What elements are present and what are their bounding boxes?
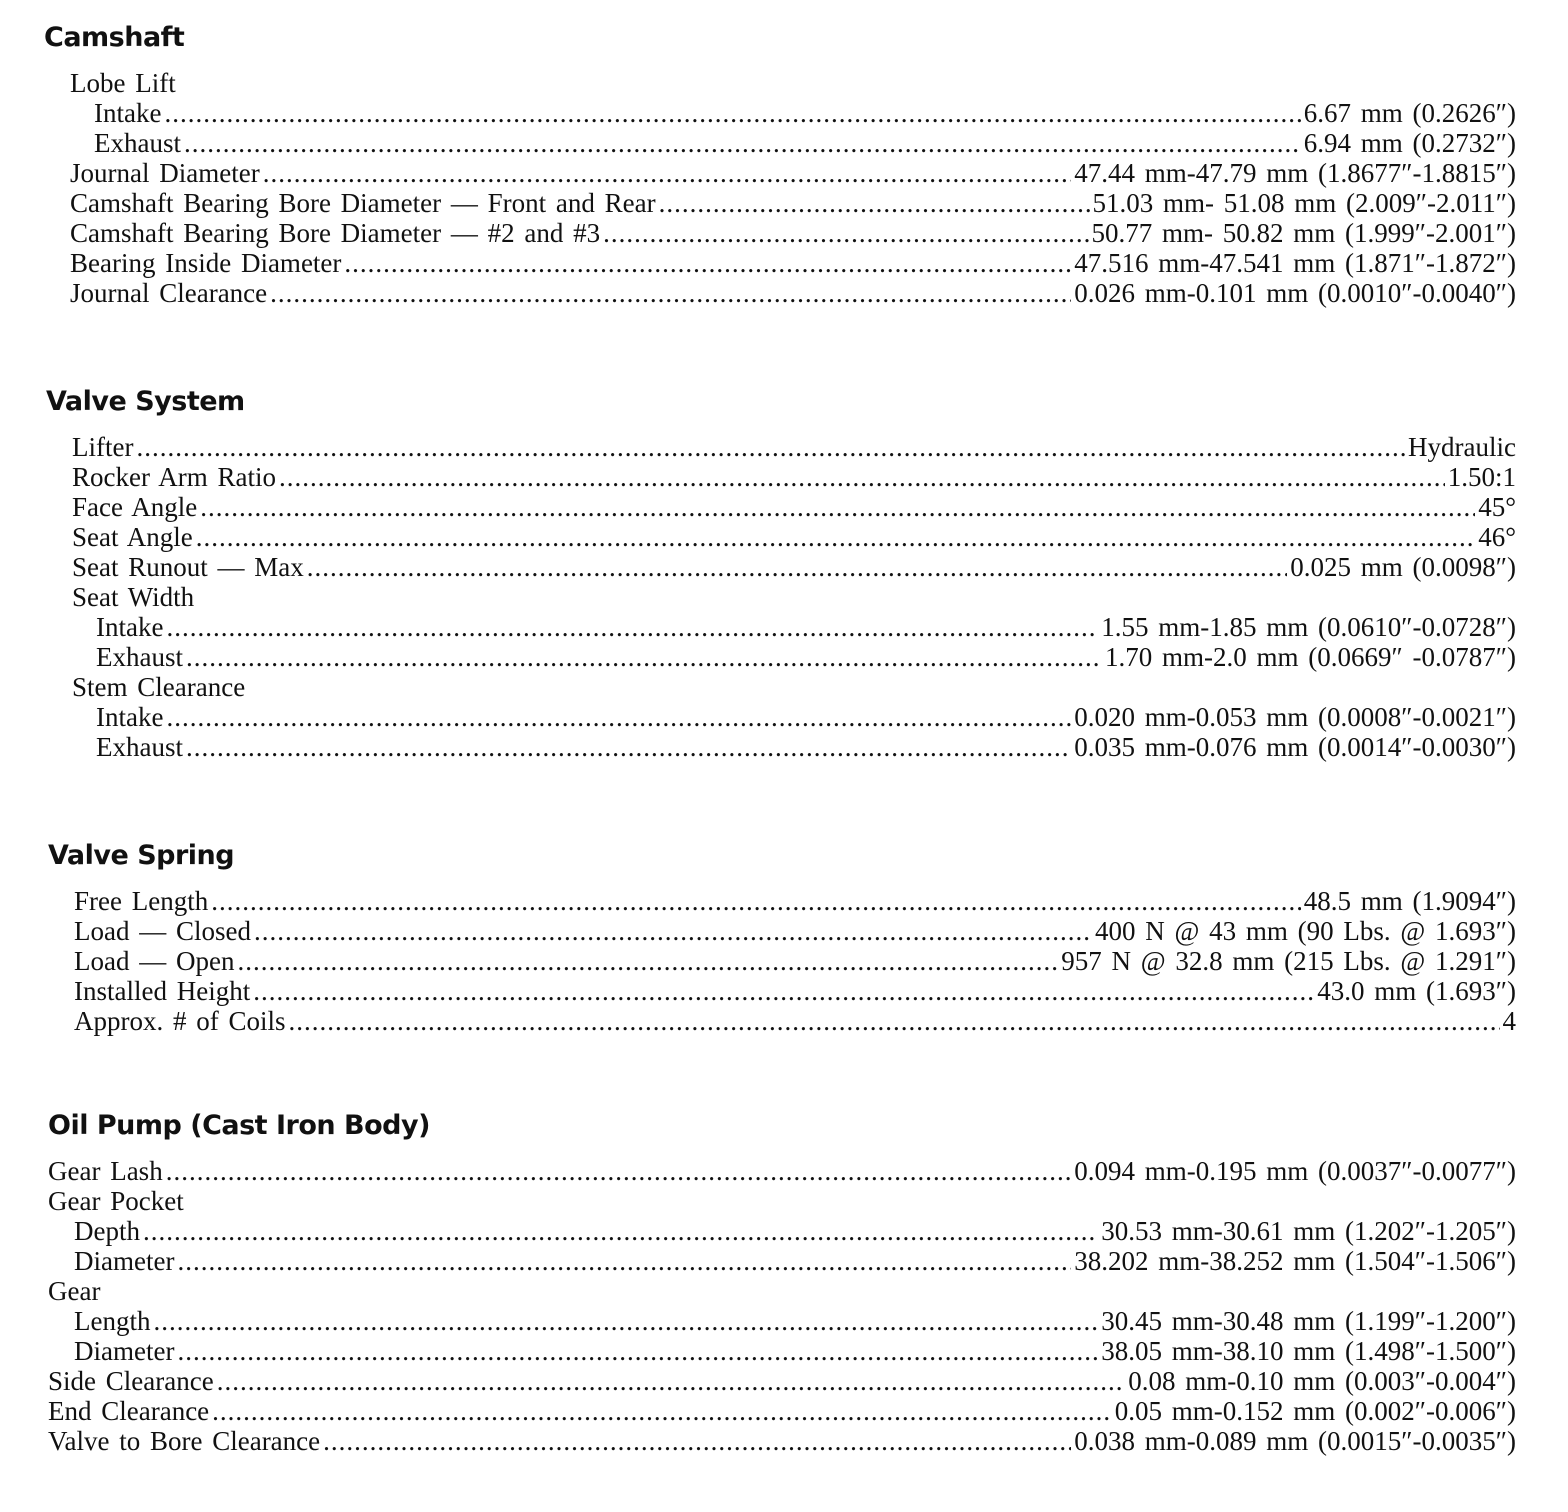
spec-value: 6.94 mm (0.2732″): [1303, 128, 1516, 158]
spec-label: Side Clearance: [48, 1366, 214, 1396]
spec-row: [46, 432, 1516, 462]
spec-label: Rocker Arm Ratio: [72, 462, 276, 492]
spec-value: 48.5 mm (1.9094″): [1303, 886, 1516, 916]
spec-value: 957 N @ 32.8 mm (215 Lbs. @ 1.291″): [1061, 946, 1516, 976]
dot-leader: [217, 1366, 1126, 1396]
dot-leader: [279, 462, 1445, 492]
dot-leader: [166, 702, 1071, 732]
spec-value: 38.05 mm-38.10 mm (1.498″-1.500″): [1101, 1336, 1516, 1366]
spec-label: Journal Clearance: [70, 278, 268, 308]
spec-label: Intake: [96, 702, 164, 732]
spec-list: [48, 886, 1516, 1036]
spec-value: 1.50:1: [1447, 462, 1516, 492]
spec-label: Diameter: [74, 1336, 175, 1366]
section-oil-pump: [48, 1106, 1516, 1456]
spec-row: [48, 1426, 1516, 1456]
dot-leader: [184, 128, 1301, 158]
spec-value: 50.77 mm- 50.82 mm (1.999″-2.001″): [1091, 218, 1516, 248]
dot-leader: [270, 278, 1071, 308]
dot-leader: [211, 886, 1301, 916]
spec-label: Exhaust: [96, 642, 183, 672]
spec-value: 51.03 mm- 51.08 mm (2.009″-2.011″): [1092, 188, 1516, 218]
spec-value: 400 N @ 43 mm (90 Lbs. @ 1.693″): [1095, 916, 1516, 946]
spec-row: [48, 1306, 1516, 1336]
spec-value: 1.70 mm-2.0 mm (0.0669″ -0.0787″): [1105, 642, 1516, 672]
spec-value: 0.05 mm-0.152 mm (0.002″-0.006″): [1114, 1396, 1516, 1426]
spec-label: Seat Angle: [72, 522, 193, 552]
spec-value: 46°: [1478, 522, 1516, 552]
dot-leader: [177, 1246, 1071, 1276]
spec-value: 0.038 mm-0.089 mm (0.0015″-0.0035″): [1074, 1426, 1516, 1456]
spec-row: [48, 1336, 1516, 1366]
spec-label: Seat Runout — Max: [72, 552, 304, 582]
spec-row: [46, 612, 1516, 642]
spec-row: [48, 1216, 1516, 1246]
spec-label: Intake: [96, 612, 164, 642]
spec-label: Exhaust: [96, 732, 183, 762]
dot-leader: [200, 492, 1475, 522]
spec-label: Journal Diameter: [70, 158, 260, 188]
spec-label: Lifter: [72, 432, 134, 462]
section-title: Valve Spring: [48, 840, 235, 871]
spec-value: 30.45 mm-30.48 mm (1.199″-1.200″): [1101, 1306, 1516, 1336]
spec-label: Lobe Lift: [70, 68, 176, 98]
spec-group-heading: [48, 1276, 1516, 1306]
section-title: Camshaft: [44, 22, 185, 53]
dot-leader: [263, 158, 1072, 188]
spec-row: [46, 522, 1516, 552]
spec-value: 45°: [1478, 492, 1516, 522]
dot-leader: [603, 218, 1088, 248]
spec-label: Depth: [74, 1216, 140, 1246]
spec-value: 6.67 mm (0.2626″): [1303, 98, 1516, 128]
spec-group-heading: [48, 1186, 1516, 1216]
spec-value: 1.55 mm-1.85 mm (0.0610″-0.0728″): [1101, 612, 1516, 642]
spec-value: Hydraulic: [1408, 432, 1516, 462]
section-camshaft: [44, 18, 1516, 308]
spec-label: Free Length: [74, 886, 209, 916]
section-valve-system: [46, 382, 1516, 762]
dot-leader: [254, 916, 1092, 946]
dot-leader: [143, 1216, 1098, 1246]
spec-row: [44, 98, 1516, 128]
spec-group-heading: [44, 68, 1516, 98]
dot-leader: [289, 1006, 1500, 1036]
spec-label: Stem Clearance: [72, 672, 246, 702]
dot-leader: [186, 732, 1071, 762]
spec-value: 38.202 mm-38.252 mm (1.504″-1.506″): [1074, 1246, 1516, 1276]
spec-value: 0.08 mm-0.10 mm (0.003″-0.004″): [1128, 1366, 1516, 1396]
dot-leader: [196, 522, 1475, 552]
dot-leader: [307, 552, 1288, 582]
spec-row: [48, 1396, 1516, 1426]
spec-row: [48, 1246, 1516, 1276]
dot-leader: [164, 98, 1300, 128]
spec-row: [44, 158, 1516, 188]
spec-label: Seat Width: [72, 582, 195, 612]
spec-value: 47.516 mm-47.541 mm (1.871″-1.872″): [1074, 248, 1516, 278]
spec-row: [48, 916, 1516, 946]
spec-label: Face Angle: [72, 492, 198, 522]
spec-list: [48, 1156, 1516, 1456]
spec-group-heading: [46, 582, 1516, 612]
spec-label: End Clearance: [48, 1396, 210, 1426]
spec-row: [48, 886, 1516, 916]
spec-row: [46, 492, 1516, 522]
spec-label: Load — Open: [74, 946, 235, 976]
spec-label: Valve to Bore Clearance: [48, 1426, 321, 1456]
spec-group-heading: [46, 672, 1516, 702]
spec-row: [46, 702, 1516, 732]
spec-label: Installed Height: [74, 976, 251, 1006]
spec-value: 0.025 mm (0.0098″): [1290, 552, 1516, 582]
spec-row: [44, 218, 1516, 248]
spec-label: Approx. # of Coils: [74, 1006, 286, 1036]
spec-row: [44, 278, 1516, 308]
spec-row: [48, 976, 1516, 1006]
dot-leader: [237, 946, 1058, 976]
section-valve-spring: [48, 836, 1516, 1036]
dot-leader: [153, 1306, 1098, 1336]
dot-leader: [186, 642, 1102, 672]
spec-label: Exhaust: [94, 128, 181, 158]
spec-row: [48, 1156, 1516, 1186]
spec-label: Intake: [94, 98, 162, 128]
spec-label: Load — Closed: [74, 916, 251, 946]
spec-label: Diameter: [74, 1246, 175, 1276]
dot-leader: [166, 612, 1098, 642]
spec-label: Camshaft Bearing Bore Diameter — #2 and #3: [70, 218, 601, 248]
spec-label: Gear Pocket: [48, 1186, 184, 1216]
dot-leader: [136, 432, 1405, 462]
dot-leader: [659, 188, 1090, 218]
dot-leader: [212, 1396, 1112, 1426]
dot-leader: [323, 1426, 1071, 1456]
spec-row: [48, 1366, 1516, 1396]
spec-row: [48, 1006, 1516, 1036]
dot-leader: [344, 248, 1071, 278]
dot-leader: [177, 1336, 1098, 1366]
spec-value: 0.020 mm-0.053 mm (0.0008″-0.0021″): [1074, 702, 1516, 732]
spec-label: Gear Lash: [48, 1156, 163, 1186]
spec-row: [48, 946, 1516, 976]
section-title: Oil Pump (Cast Iron Body): [48, 1110, 430, 1141]
spec-value: 0.094 mm-0.195 mm (0.0037″-0.0077″): [1074, 1156, 1516, 1186]
spec-list: [46, 432, 1516, 762]
spec-value: 47.44 mm-47.79 mm (1.8677″-1.8815″): [1074, 158, 1516, 188]
spec-label: Gear: [48, 1276, 101, 1306]
spec-value: 43.0 mm (1.693″): [1317, 976, 1516, 1006]
dot-leader: [166, 1156, 1072, 1186]
spec-value: 30.53 mm-30.61 mm (1.202″-1.205″): [1101, 1216, 1516, 1246]
spec-row: [44, 128, 1516, 158]
section-title: Valve System: [46, 386, 245, 417]
spec-row: [46, 552, 1516, 582]
spec-row: [46, 642, 1516, 672]
spec-value: 0.035 mm-0.076 mm (0.0014″-0.0030″): [1074, 732, 1516, 762]
spec-row: [46, 732, 1516, 762]
spec-row: [44, 248, 1516, 278]
spec-value: 0.026 mm-0.101 mm (0.0010″-0.0040″): [1074, 278, 1516, 308]
spec-label: Camshaft Bearing Bore Diameter — Front and Rear: [70, 188, 656, 218]
spec-row: [44, 188, 1516, 218]
spec-value: 4: [1502, 1006, 1516, 1036]
dot-leader: [253, 976, 1314, 1006]
spec-label: Bearing Inside Diameter: [70, 248, 342, 278]
spec-row: [46, 462, 1516, 492]
spec-label: Length: [74, 1306, 151, 1336]
spec-list: [44, 68, 1516, 308]
